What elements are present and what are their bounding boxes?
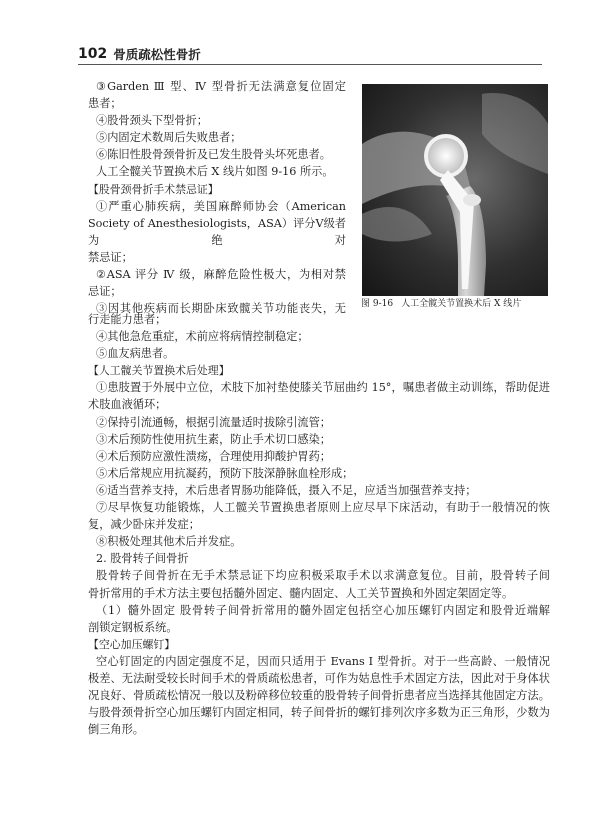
figure-number: 图 9-16 [361,299,394,309]
text-line: 剖锁定钢板系统。 [88,620,178,634]
text-line: ⑥陈旧性股骨颈骨折及已发生股骨头坏死患者。 [96,148,331,162]
text-line: ⑦尽早恢复功能锻炼，人工髋关节置换患者原则上应尽早下床活动，有助于一般情况的恢 [96,501,550,515]
text-line: 股骨转子间骨折在无手术禁忌证下均应积极采取手术以求满意复位。目前，股骨转子间 [96,569,550,583]
text-line: ⑤术后常规应用抗凝药，预防下肢深静脉血栓形成； [96,466,354,480]
running-title: 骨质疏松性骨折 [113,47,201,62]
section-heading: 【股骨颈骨折手术禁忌证】 [88,182,219,196]
hip-xray-image [362,84,548,296]
text-line: ④术后预防应激性溃疡，合理使用抑酸护胃药； [96,449,331,463]
text-line: ①患肢置于外展中立位，术肢下加衬垫使膝关节屈曲约 15°，嘱患者做主动训练，帮助促进 [96,381,550,395]
text-line: ⑥适当营养支持，术后患者胃肠功能降低，摄入不足，应适当加强营养支持； [96,483,477,497]
text-line: 极差、无法耐受较长时间手术的骨质疏松患者，可作为姑息性手术固定方法，因此对于身体状 [88,671,550,685]
text-line: ③术后预防性使用抗生素，防止手术切口感染； [96,432,331,446]
text-line: 骨折常用的手术方法主要包括髓外固定、髓内固定、人工关节置换和外固定架固定等。 [88,586,514,600]
text-line: 患者； [88,97,122,111]
text-line: 空心钉固定的内固定强度不足，因而只适用于 Evans Ⅰ 型骨折。对于一些高龄、一般情况 [96,654,550,668]
text-line: ⑤内固定术数周后失败患者； [96,131,242,145]
text-line: ④股骨颈头下型骨折； [96,114,208,128]
header-rule [78,64,542,65]
text-line: 术肢血液循环； [88,398,167,412]
left-column-text [88,78,346,317]
text-line: 人工全髋关节置换术后 X 线片如图 9-16 所示。 [96,165,334,179]
figure-caption-text: 人工全髋关节置换术后 X 线片 [401,299,522,309]
text-line: 禁忌证； [88,250,133,264]
full-width-text [88,311,550,738]
xray-figure [362,84,548,296]
text-line: ①严重心肺疾病，美国麻醉师协会（American [96,199,346,213]
text-line: ④其他急危重症，术前应将病情控制稳定； [96,330,309,344]
header-bar [78,44,201,64]
text-line: 况良好、骨质疏松情况一般以及粉碎移位较重的股骨转子间骨折患者应当选择其他固定方法。 [88,689,550,703]
text-line: Society of Anesthesiologists，ASA）评分Ⅴ级者为绝对 [88,216,346,247]
figure-caption [361,298,561,310]
text-line: ②保持引流通畅，根据引流量适时拔除引流管； [96,415,331,429]
text-line: （1）髓外固定 股骨转子间骨折常用的髓外固定包括空心加压螺钉内固定和股骨近端解 [96,603,550,617]
text-line: 行走能力患者； [88,313,167,326]
text-line: 复，减少卧床并发症； [88,518,200,532]
section-heading: 【空心加压螺钉】 [88,637,176,651]
text-line: ③因其他疾病而长期卧床致髋关节功能丧失，无 [96,302,346,316]
text-line: 与股骨颈骨折空心加压螺钉内固定相同，转子间骨折的螺钉排列次序多数为正三角形，少数为 [88,706,550,720]
section-heading: 【人工髋关节置换术后处理】 [88,364,230,378]
subsection-heading: 2. 股骨转子间骨折 [96,552,189,566]
text-line: ⑤血友病患者。 [96,347,175,361]
text-line: ③Garden Ⅲ 型、Ⅳ 型骨折无法满意复位固定 [96,80,346,93]
text-line: ②ASA 评分 Ⅳ 级，麻醉危险性极大，为相对禁 [96,268,346,282]
text-line: 忌证； [88,285,122,299]
text-line: 倒三角形。 [88,723,144,737]
page-number: 102 [78,46,108,62]
text-line: ⑧积极处理其他术后并发症。 [96,535,242,549]
